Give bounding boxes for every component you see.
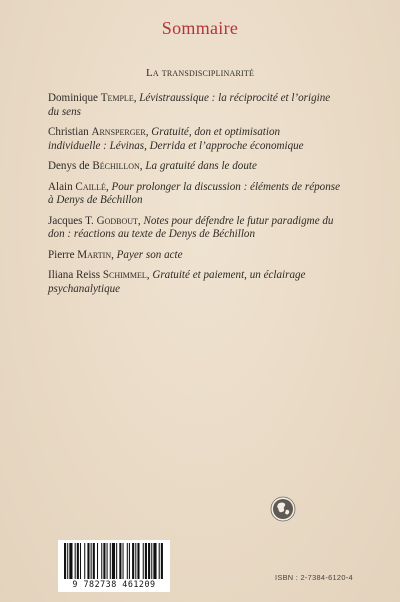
author-first: Pierre [48,248,78,261]
author-first: Iliana Reiss [48,269,103,281]
toc-entry [48,92,363,119]
section-title [0,67,400,79]
work-title-cont: individuelle : Lévinas, Derrida et l’approche économique [48,139,304,152]
toc-entry [48,269,363,296]
barcode-bar [101,543,102,579]
author-last: Béchillon [92,160,140,172]
barcode-bar [69,543,72,579]
barcode-bar [148,543,150,579]
barcode-bar [159,543,160,579]
globe-icon [270,496,296,522]
work-title: Payer son acte [116,248,183,261]
barcode-bar [84,543,85,579]
barcode-bars [64,543,164,579]
author-last: Schimmel [102,269,147,281]
barcode-bar [132,543,134,579]
author-last: Godbout [96,214,138,227]
separator: , [139,160,146,172]
author-first: Denys de [48,160,93,172]
barcode-bar [93,543,95,579]
table-of-contents [48,92,363,303]
separator: , [137,214,144,227]
barcode-bar [87,543,89,579]
author-first: Christian [48,126,92,138]
barcode-bar [77,543,79,579]
globe-icon-svg [270,496,296,522]
barcode-bar [67,543,68,579]
separator: , [111,248,117,261]
author-first: Jacques T. [48,214,97,227]
barcode [58,540,170,592]
isbn-number: ISBN : 2-7384-6120-4 [275,573,353,582]
toc-entry [48,181,363,208]
work-title-cont: à Denys de Béchillon [48,194,143,206]
barcode-bar [151,543,152,579]
barcode-bar [80,543,81,579]
barcode-bar [107,543,108,579]
barcode-bar [64,543,66,579]
separator: , [105,180,112,193]
author-last: Martin [77,248,112,261]
barcode-bar [123,543,124,579]
work-title: Notes pour défendre le futur paradigme du [143,214,334,227]
barcode-bar [153,543,156,579]
barcode-bar [161,543,163,579]
author-last: Arnsperger [91,126,146,138]
page-title: Sommaire [161,18,239,38]
separator: , [146,269,153,281]
author-first: Dominique [48,92,101,104]
separator: , [133,92,140,104]
author-last: Temple [100,92,134,104]
barcode-bar [129,543,130,579]
author-last: Caillé [75,180,106,193]
barcode-bar [75,543,76,579]
barcode-bar [97,543,98,579]
barcode-bar [116,543,117,579]
barcode-bar [145,543,147,579]
toc-entry [48,215,363,242]
barcode-bar [112,543,115,579]
toc-entry [48,249,363,263]
barcode-bar [137,543,139,579]
work-title: Lévistraussique : la réciprocité et l’origine [139,92,331,104]
barcode-bar [110,543,111,579]
barcode-bar [127,543,128,579]
separator: , [145,126,152,138]
work-title: La gratuité dans le doute [145,160,257,172]
barcode-bar [91,543,92,579]
work-title-cont: psychanalytique [48,282,121,295]
toc-entry [48,160,363,174]
barcode-digits: 9 782738 461209 [72,579,156,589]
toc-entry [48,126,363,153]
section-title-text: La transdisciplinarité [145,67,255,79]
barcode-bar [143,543,144,579]
work-title: Gratuité et paiement, un éclairage [152,269,306,281]
work-title: Pour prolonger la discussion : éléments de réponse [111,180,341,193]
author-first: Alain [48,180,76,193]
work-title-cont: du sens [48,105,81,118]
barcode-bar [103,543,105,579]
work-title: Gratuité, don et optimisation [151,126,281,138]
barcode-bar [135,543,136,579]
barcode-bar [119,543,121,579]
work-title-cont: don : réactions au texte de Denys de Béchillon [48,228,256,240]
